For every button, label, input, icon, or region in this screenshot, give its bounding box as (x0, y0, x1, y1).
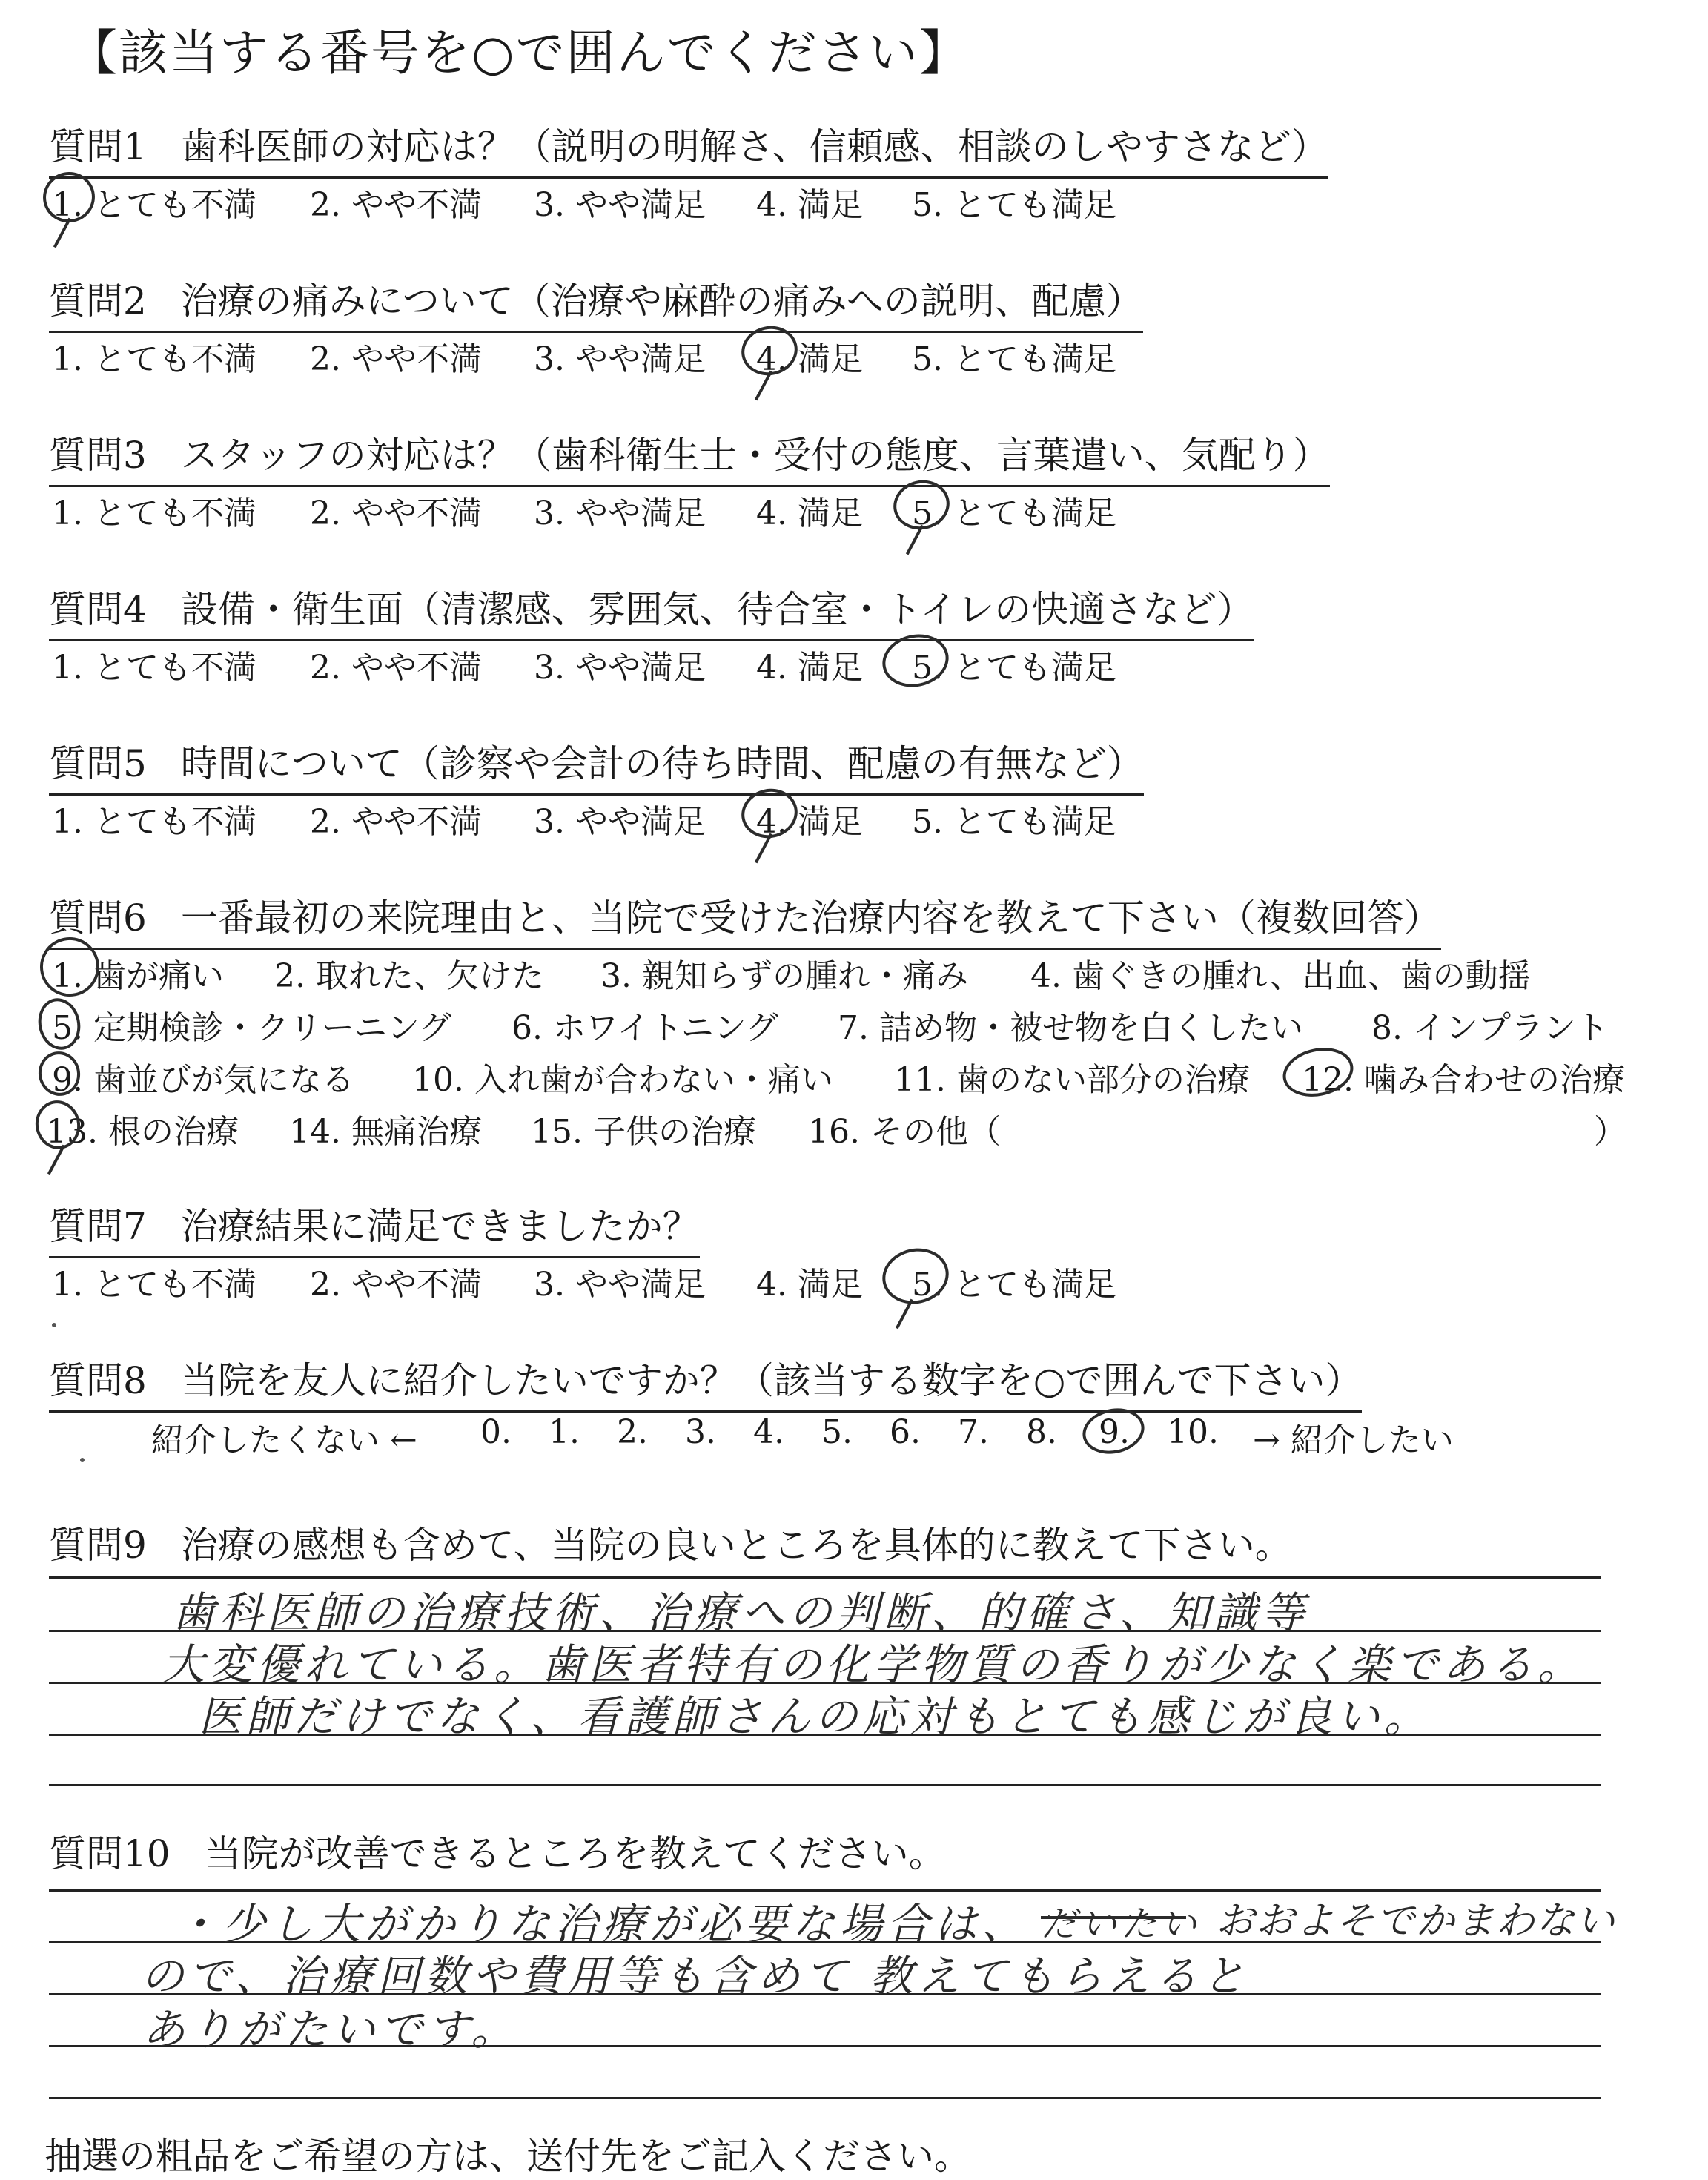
q8-scale-4[interactable]: 4. (753, 1413, 784, 1451)
q8-scale-3[interactable]: 3. (685, 1413, 716, 1451)
q4-option-4[interactable]: 4. 満足 (756, 649, 863, 687)
q6-option-10[interactable]: 10. 入れ歯が合わない・痛い (412, 1061, 833, 1099)
q9-handwritten-line-1: 歯科医師の治療技術、治療への判断、的確さ、知識等 (172, 1588, 1309, 1638)
q8-right-label: → 紹介したい (1253, 1421, 1454, 1459)
q3-option-4[interactable]: 4. 満足 (756, 495, 863, 532)
q10-struck-word: だいたい (1041, 1903, 1202, 1945)
question-6-options (0, 949, 1708, 1157)
q2-option-5[interactable]: 5. とても満足 (912, 340, 1116, 378)
question-7-number: 質問7 (49, 1205, 147, 1248)
q5-option-1[interactable]: 1. とても不満 (52, 803, 256, 841)
question-6-text: 一番最初の来院理由と、当院で受けた治療内容を教えて下さい（複数回答） (180, 896, 1441, 939)
q2-option-4[interactable]: 4. 満足 (756, 340, 863, 378)
q4-option-1[interactable]: 1. とても不満 (52, 649, 256, 687)
q1-option-2[interactable]: 2. やや不満 (310, 186, 482, 224)
question-7-options (0, 1258, 1708, 1302)
question-2-text: 治療の痛みについて（治療や麻酔の痛みへの説明、配慮） (180, 280, 1143, 323)
q10-answer-line-5 (49, 2097, 1601, 2099)
question-4-number: 質問4 (49, 588, 147, 631)
question-10-text: 当院が改善できるところを教えてください。 (204, 1832, 946, 1875)
q6-option-4[interactable]: 4. 歯ぐきの腫れ、出血、歯の動揺 (1030, 957, 1531, 995)
q1-option-4[interactable]: 4. 満足 (756, 186, 863, 224)
page-title: 【該当する番号を○で囲んでください】 (68, 24, 970, 82)
q6-option-9[interactable]: 9. 歯並びが気になる (52, 1061, 354, 1099)
question-3-options (0, 486, 1708, 531)
q4-option-3[interactable]: 3. やや満足 (534, 649, 706, 687)
q7-circle-tail (896, 1299, 913, 1330)
q6-option-5[interactable]: 5. 定期検診・クリーニング (52, 1009, 452, 1047)
q6-option-7[interactable]: 7. 詰め物・被せ物を白くしたい (838, 1009, 1303, 1047)
q10-handwritten-line-1b: おおよそでかまわない (1216, 1899, 1617, 1943)
q7-option-2[interactable]: 2. やや不満 (310, 1266, 482, 1304)
question-10-number: 質問10 (49, 1832, 171, 1875)
question-4-title (49, 580, 1254, 641)
q3-option-2[interactable]: 2. やや不満 (310, 495, 482, 532)
question-5-number: 質問5 (49, 742, 147, 785)
q6-option-16-close: ） (1594, 1113, 1626, 1151)
question-10-title (49, 1824, 946, 1877)
scan-speck (52, 1323, 56, 1327)
q5-option-4[interactable]: 4. 満足 (756, 803, 863, 841)
q3-option-1[interactable]: 1. とても不満 (52, 495, 256, 532)
q2-option-1[interactable]: 1. とても不満 (52, 340, 256, 378)
q6-option-11[interactable]: 11. 歯のない部分の治療 (894, 1061, 1250, 1099)
q7-option-4[interactable]: 4. 満足 (756, 1266, 863, 1304)
question-8-number: 質問8 (49, 1359, 147, 1402)
question-2-title (49, 271, 1143, 333)
q6-option-3[interactable]: 3. 親知らずの腫れ・痛み (600, 957, 968, 995)
question-3-title (49, 426, 1330, 487)
q10-handwritten-line-3: ありがたいです。 (142, 2004, 519, 2055)
q6-option-6[interactable]: 6. ホワイトニング (512, 1009, 779, 1047)
q8-scale-6[interactable]: 6. (890, 1413, 921, 1451)
q2-option-2[interactable]: 2. やや不満 (310, 340, 482, 378)
q9-handwritten-line-2: 大変優れている。歯医者特有の化学物質の香りが少なく楽である。 (162, 1639, 1586, 1690)
q6-option-15[interactable]: 15. 子供の治療 (531, 1113, 756, 1151)
q5-option-5[interactable]: 5. とても満足 (912, 803, 1116, 841)
q8-scale-7[interactable]: 7. (958, 1413, 989, 1451)
q8-scale-2[interactable]: 2. (617, 1413, 648, 1451)
q1-option-3[interactable]: 3. やや満足 (534, 186, 706, 224)
question-5-options (0, 795, 1708, 839)
question-7-title (49, 1197, 700, 1258)
question-8-scale (0, 1413, 1708, 1458)
question-2-options (0, 332, 1708, 377)
q6-option-12[interactable]: 12. 噛み合わせの治療 (1302, 1061, 1625, 1099)
q7-option-5[interactable]: 5. とても満足 (912, 1266, 1116, 1304)
q9-handwritten-line-3: 医師だけでなく、看護師さんの応対もとても感じが良い。 (199, 1691, 1431, 1742)
q9-answer-line-5 (49, 1784, 1601, 1786)
q8-scale-5[interactable]: 5. (821, 1413, 853, 1451)
q8-scale-10[interactable]: 10. (1167, 1413, 1219, 1451)
q8-left-label: 紹介したくない ← (151, 1421, 417, 1459)
q6-option-1[interactable]: 1. 歯が痛い (52, 957, 224, 995)
q6-option-13[interactable]: 13. 根の治療 (46, 1113, 239, 1151)
question-8-text: 当院を友人に紹介したいですか？（該当する数字を○で囲んで下さい） (180, 1359, 1363, 1402)
q6-option-16[interactable]: 16. その他（ (808, 1113, 1001, 1151)
question-5-title (49, 734, 1144, 796)
question-1-options (0, 178, 1708, 222)
q3-option-5[interactable]: 5. とても満足 (912, 495, 1116, 532)
scan-speck (80, 1458, 85, 1462)
q1-option-1[interactable]: 1. とても不満 (52, 186, 256, 224)
question-1-title (49, 117, 1328, 179)
question-4-options (0, 641, 1708, 685)
question-1-text: 歯科医師の対応は？（説明の明解さ、信頼感、相談のしやすさなど） (180, 125, 1328, 168)
q8-scale-0[interactable]: 0. (480, 1413, 512, 1451)
question-8-title (49, 1351, 1362, 1413)
question-4-text: 設備・衛生面（清潔感、雰囲気、待合室・トイレの快適さなど） (180, 588, 1254, 631)
question-9-title (49, 1516, 1292, 1569)
q3-option-3[interactable]: 3. やや満足 (534, 495, 706, 532)
question-3-number: 質問3 (49, 434, 147, 477)
q6-option-2[interactable]: 2. 取れた、欠けた (274, 957, 544, 995)
question-9-number: 質問9 (49, 1524, 147, 1567)
q7-option-3[interactable]: 3. やや満足 (534, 1266, 706, 1304)
q10-handwritten-line-1: ・少し大がかりな治療が必要な場合は、 (175, 1899, 1030, 1949)
q10-strike-through (1041, 1916, 1186, 1919)
q6-option-14[interactable]: 14. 無痛治療 (289, 1113, 482, 1151)
question-1-number: 質問1 (49, 125, 147, 168)
q4-option-5[interactable]: 5. とても満足 (912, 649, 1116, 687)
q1-option-5[interactable]: 5. とても満足 (912, 186, 1116, 224)
question-7-text: 治療結果に満足できましたか？ (180, 1205, 700, 1248)
q8-scale-1[interactable]: 1. (549, 1413, 580, 1451)
q10-handwritten-line-2: ので、治療回数や費用等も含めて 教えてもらえると (141, 1951, 1250, 2001)
q5-option-2[interactable]: 2. やや不満 (310, 803, 482, 841)
q5-option-3[interactable]: 3. やや満足 (534, 803, 706, 841)
question-5-text: 時間について（診察や会計の待ち時間、配慮の有無など） (180, 742, 1144, 785)
q8-scale-8[interactable]: 8. (1026, 1413, 1057, 1451)
prize-instruction-text: 抽選の粗品をご希望の方は、送付先をご記入ください。 (44, 2135, 971, 2178)
question-9-text: 治療の感想も含めて、当院の良いところを具体的に教えて下さい。 (180, 1524, 1292, 1567)
q8-scale-9[interactable]: 9. (1099, 1413, 1130, 1451)
question-6-number: 質問6 (49, 896, 147, 939)
question-3-text: スタッフの対応は？（歯科衛生士・受付の態度、言葉遣い、気配り） (180, 434, 1330, 477)
question-6-title (49, 888, 1441, 950)
q4-option-2[interactable]: 2. やや不満 (310, 649, 482, 687)
q6-option-8[interactable]: 8. インプラント (1371, 1009, 1609, 1047)
q2-option-3[interactable]: 3. やや満足 (534, 340, 706, 378)
q7-option-1[interactable]: 1. とても不満 (52, 1266, 256, 1304)
question-2-number: 質問2 (49, 280, 147, 323)
